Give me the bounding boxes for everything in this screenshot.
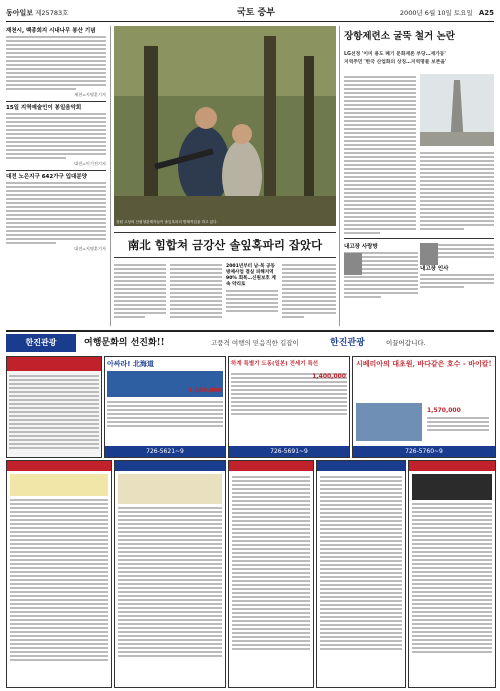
avatar (344, 253, 362, 275)
people-box (420, 242, 494, 326)
people-title: 내고장 인사 (420, 266, 449, 272)
main-body-col-1 (114, 262, 166, 326)
left-item-title-1: 재천시, 백종희지 시내나무 봉산 기념 (6, 28, 96, 34)
left-item-byline-3: 대전=지명훈기자 (74, 246, 106, 251)
ad-tagline: 여행문화의 선진화!! (84, 338, 165, 348)
ad-box-col-2 (114, 460, 226, 688)
forest-photo-image (114, 26, 336, 226)
main-headline: 南北 힘합쳐 금강산 솔잎혹파리 잡았다 (114, 232, 336, 258)
paper-name: 동아일보 (6, 9, 34, 17)
left-item-byline-1: 제천=지명훈기자 (74, 92, 106, 97)
left-item-byline-2: 대전=이기진기자 (74, 161, 106, 166)
ad-box-col-1 (6, 460, 112, 688)
left-item-title-2: 15일 지역예술인이 봉일음악회 (6, 105, 82, 111)
ad-box-hokkaido (104, 356, 226, 458)
right-body-col-2 (420, 150, 494, 234)
main-body-col-4 (282, 262, 336, 326)
section-title: 국토 중부 (237, 8, 275, 18)
ad-box-packages (6, 356, 102, 458)
right-subhead-1: LG선정 '이미 용도 폐기 문화재론 부당…재가동' (344, 52, 446, 57)
ad-charter-phone: 726-5691~9 (229, 446, 349, 457)
right-body-col-1 (344, 74, 416, 234)
left-news-column (6, 26, 106, 326)
masthead-right (400, 6, 494, 20)
ad-box-baikal (352, 356, 496, 458)
ad-box-col-3 (228, 460, 314, 688)
left-item-body-3 (6, 182, 106, 244)
ad-col-banner (412, 474, 492, 500)
ad-col-banner (118, 474, 222, 504)
column-divider-right (339, 26, 340, 326)
left-divider-2 (6, 170, 106, 171)
ad-col-banner (10, 474, 108, 496)
left-item-body-2 (6, 113, 106, 159)
ad-tagline-3: 이끌어갑니다. (386, 339, 426, 347)
ad-baikal-image (356, 403, 422, 441)
ad-tagline-2: 고품격 여행의 믿음직한 길잡이 (211, 339, 299, 347)
main-photo (114, 26, 336, 226)
photo-caption: 강원 고성의 산림청관계자들이 솔잎혹파리 방제작업을 하고 있다. (116, 220, 218, 224)
ad-box-header (7, 357, 101, 371)
ad-col-header (229, 461, 313, 471)
company-logo: 한진관광 (6, 334, 76, 352)
left-item-body-1 (6, 36, 106, 90)
ad-banner (6, 334, 494, 352)
left-item-title-3: 대전 노은지구 642가구 입대분양 (6, 174, 87, 180)
letters-box (344, 242, 418, 326)
ad-col-header (115, 461, 225, 471)
header-rule (6, 21, 494, 22)
letters-title: 내고장 사랑방 (344, 244, 378, 250)
ad-col-header (409, 461, 495, 471)
ad-baikal-price: 1,570,000 (427, 407, 461, 414)
chimney-photo (420, 74, 494, 146)
ad-hokkaido-phone: 726-5621~9 (105, 446, 225, 457)
main-subhead: 2001년부터 남-북 공동방제사업 결실 피해지역 90% 회복…신원보호 계속 약리로 (226, 264, 276, 287)
ad-box-col-5 (408, 460, 496, 688)
ad-hokkaido-title: 아싸라! 北海道 (107, 360, 154, 368)
page-number: A25 (478, 9, 494, 17)
right-headline: 장항제련소 굴뚝 철거 논란 (344, 31, 455, 42)
ad-company-name: 한진관광 (330, 338, 365, 348)
issue-number: 제25783호 (35, 9, 69, 17)
main-subhead-col (226, 262, 278, 326)
chimney-image (420, 74, 494, 146)
right-subheads (344, 50, 494, 70)
page-header (6, 6, 494, 20)
ad-top-rule (6, 330, 494, 332)
right-subhead-2: 지역주민 '한국 산업화의 상징…지역명물 보존을' (344, 60, 447, 65)
main-body-col-2 (170, 262, 222, 326)
ad-charter-price: 1,400,000 (312, 373, 346, 380)
column-divider-left (110, 26, 111, 326)
ad-baikal-title: 시베리아의 대초원, 바다같은 호수 - 바이칼! (356, 359, 492, 368)
letters-rule (344, 238, 494, 239)
issue-date: 2000년 6월 10일 토요일 (399, 9, 473, 17)
ad-col-header (317, 461, 405, 471)
ad-charter-title: 하계 특별기 도동(일본) 전세기 특선 (231, 361, 319, 367)
avatar (420, 243, 438, 265)
ad-box-col-4 (316, 460, 406, 688)
ad-hokkaido-price: 1,600,000 (188, 387, 222, 394)
ad-box-charter (228, 356, 350, 458)
left-divider-1 (6, 101, 106, 102)
ad-col-header (7, 461, 111, 471)
ad-baikal-phone: 726-5760~9 (353, 446, 495, 457)
masthead-left (6, 6, 68, 20)
